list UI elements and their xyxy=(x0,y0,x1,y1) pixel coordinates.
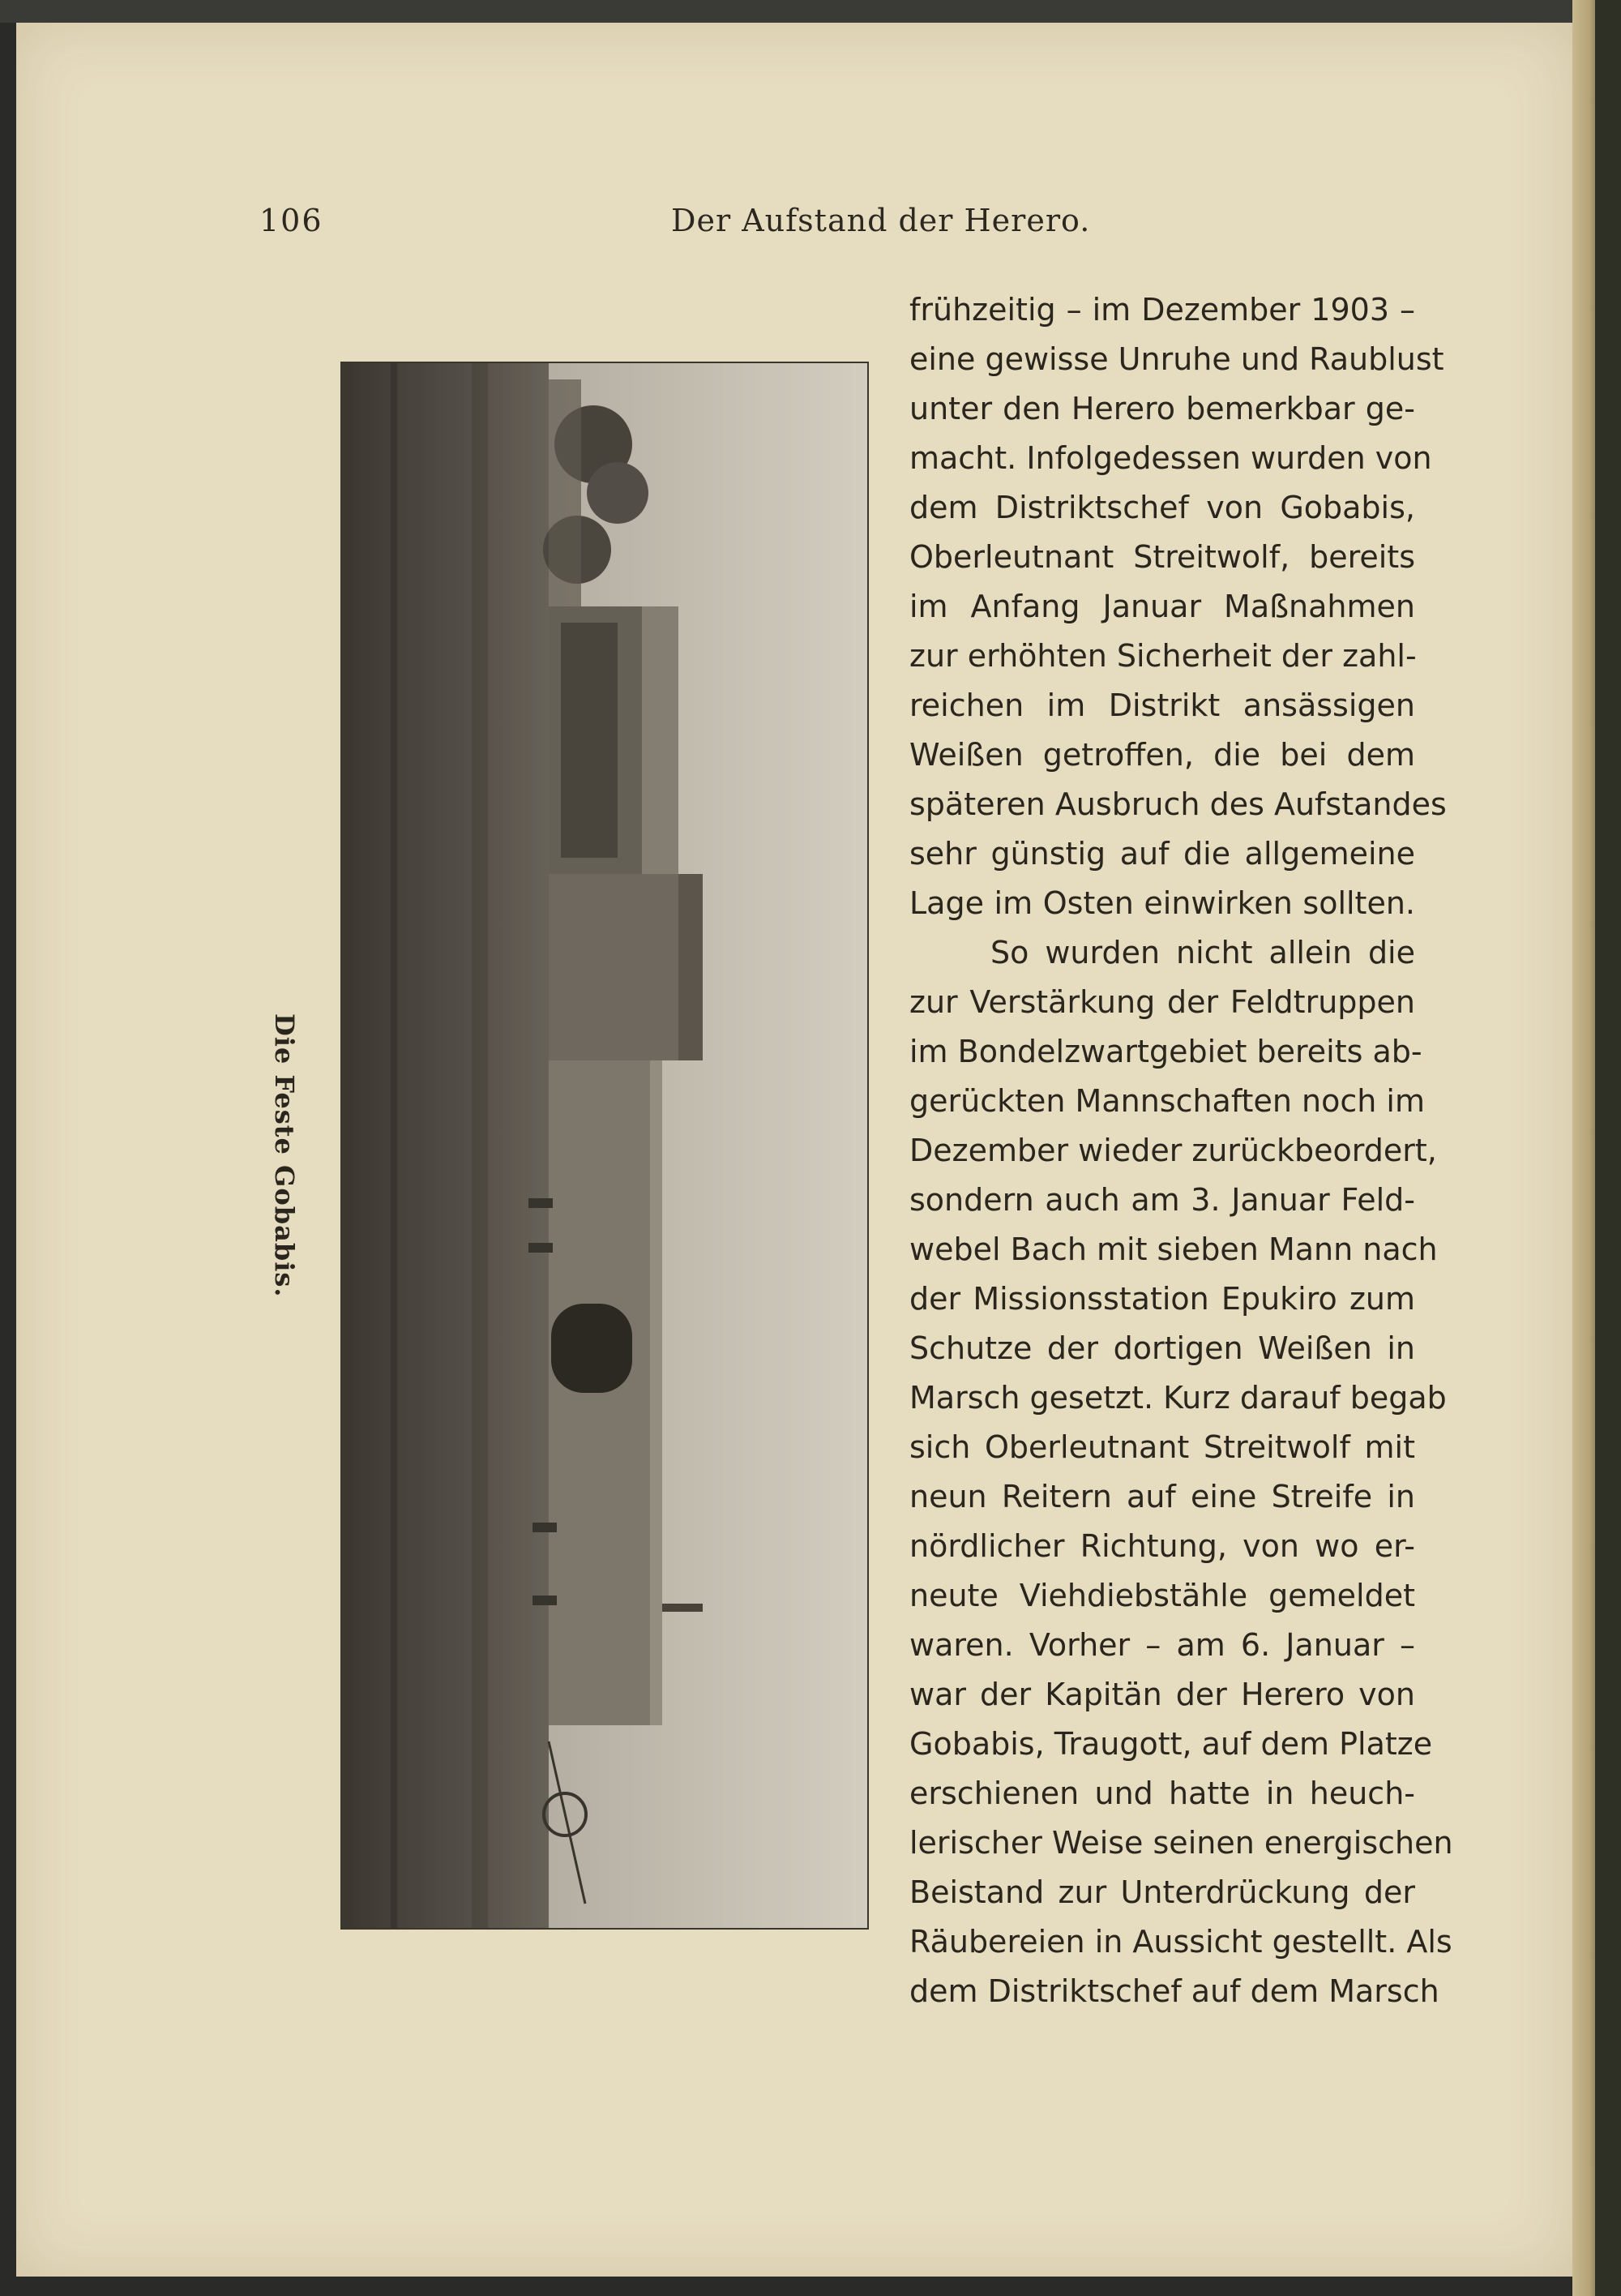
figure-caption xyxy=(267,1013,300,1298)
text-line: Lage im Osten einwirken sollten. xyxy=(909,885,1415,921)
text-line: im Bondelzwartgebiet bereits ab- xyxy=(909,1034,1422,1069)
text-line: sehr günstig auf die allgemeine xyxy=(909,836,1415,872)
text-line: lerischer Weise seinen energischen xyxy=(909,1825,1453,1861)
text-line: nördlicher Richtung, von wo er- xyxy=(909,1528,1415,1564)
text-line: sondern auch am 3. Januar Feld- xyxy=(909,1182,1415,1218)
text-line: gerückten Mannschaften noch im xyxy=(909,1083,1425,1119)
page-number: 106 xyxy=(259,203,323,238)
running-head: Der Aufstand der Herero. xyxy=(671,203,1091,238)
text-line: erschienen und hatte in heuch- xyxy=(909,1776,1415,1811)
text-line: dem Distriktschef auf dem Marsch xyxy=(909,1973,1439,2009)
text-line: eine gewisse Unruhe und Raublust xyxy=(909,341,1444,377)
text-line: macht. Infolgedessen wurden von xyxy=(909,440,1432,476)
text-line: Räubereien in Aussicht gestellt. Als xyxy=(909,1924,1452,1960)
text-line: der Missionsstation Epukiro zum xyxy=(909,1281,1415,1317)
text-line: neun Reitern auf eine Streife in xyxy=(909,1479,1415,1514)
text-line: Schutze der dortigen Weißen in xyxy=(909,1330,1415,1366)
figure-caption-text: Die Feste Gobabis. xyxy=(269,1013,300,1298)
scan-top-edge xyxy=(0,0,1621,23)
text-line: unter den Herero bemerkbar ge- xyxy=(909,391,1415,426)
fort-photograph xyxy=(340,362,869,1930)
text-line: So wurden nicht allein die xyxy=(990,935,1415,970)
text-line: sich Oberleutnant Streitwolf mit xyxy=(909,1429,1415,1465)
text-line: Weißen getroffen, die bei dem xyxy=(909,737,1415,773)
text-line: zur erhöhten Sicherheit der zahl- xyxy=(909,638,1417,674)
text-line: Gobabis, Traugott, auf dem Platze xyxy=(909,1726,1433,1762)
text-line: dem Distriktschef von Gobabis, xyxy=(909,490,1415,525)
text-line: waren. Vorher – am 6. Januar – xyxy=(909,1627,1415,1663)
text-line: im Anfang Januar Maßnahmen xyxy=(909,589,1415,624)
text-line: neute Viehdiebstähle gemeldet xyxy=(909,1578,1415,1613)
text-line: späteren Ausbruch des Aufstandes xyxy=(909,786,1447,822)
text-line: zur Verstärkung der Feldtruppen xyxy=(909,984,1415,1020)
text-line: frühzeitig – im Dezember 1903 – xyxy=(909,292,1415,328)
text-line: war der Kapitän der Herero von xyxy=(909,1677,1415,1712)
body-text xyxy=(909,285,1453,2016)
text-line: Marsch gesetzt. Kurz darauf begab xyxy=(909,1380,1447,1416)
text-line: webel Bach mit sieben Mann nach xyxy=(909,1232,1438,1267)
book-spine-edge xyxy=(1595,0,1621,2296)
text-line: reichen im Distrikt ansässigen xyxy=(909,688,1415,723)
text-line: Oberleutnant Streitwolf, bereits xyxy=(909,539,1415,575)
fort-photograph-image xyxy=(342,363,867,1928)
text-line: Beistand zur Unterdrückung der xyxy=(909,1874,1415,1910)
text-line: Dezember wieder zurückbeordert, xyxy=(909,1133,1437,1168)
